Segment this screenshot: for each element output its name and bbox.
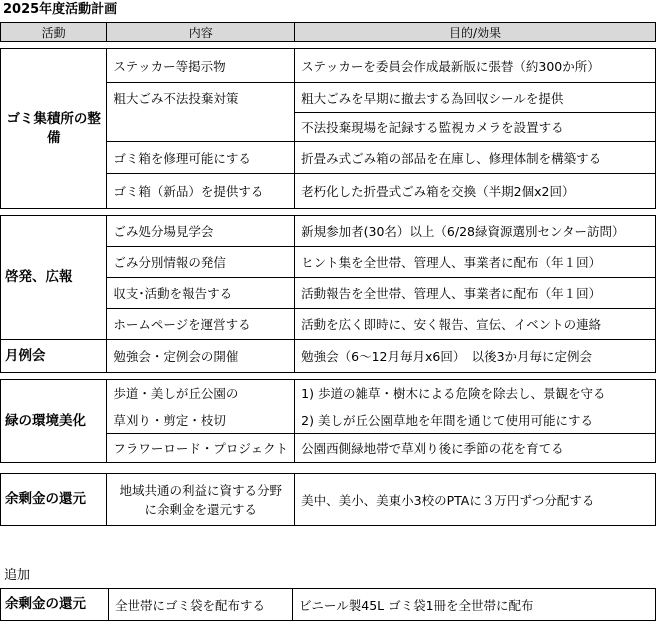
content-cell: ごみ処分場見学会 — [107, 216, 295, 247]
purpose-cell: ステッカーを委員会作成最新版に張替（約300か所） — [295, 49, 656, 83]
purpose-cell: 活動報告を全世帯、管理人、事業者に配布（年１回） — [295, 278, 656, 309]
content-cell: ゴミ箱を修理可能にする — [107, 142, 295, 174]
content-cell: 勉強会・定例会の開催 — [107, 340, 295, 373]
header-content: 内容 — [107, 23, 295, 42]
header-purpose: 目的/効果 — [295, 23, 656, 42]
purpose-cell: 2) 美しが丘公園草地を年間を通じて使用可能にする — [295, 407, 656, 434]
purpose-cell: 勉強会（6～12月毎月x6回） 以後3か月毎に定例会 — [295, 340, 656, 373]
content-cell: 全世帯にゴミ袋を配布する — [109, 589, 293, 621]
purpose-cell: 活動を広く即時に、安く報告、宣伝、イベントの連絡 — [295, 309, 656, 340]
purpose-cell: 粗大ごみを早期に撤去する為回収シールを提供 — [295, 83, 656, 113]
content-cell: 収支･活動を報告する — [107, 278, 295, 309]
activity-cell: 余剰金の還元 — [1, 589, 109, 621]
activity-cell: 緑の環境美化 — [1, 380, 107, 463]
table-row — [1, 49, 656, 83]
content-cell: 地域共通の利益に資する分野に余剰金を還元する — [107, 474, 295, 526]
purpose-cell: ヒント集を全世帯、管理人、事業者に配布（年１回） — [295, 247, 656, 278]
table-row — [1, 216, 656, 247]
content-cell: ホームページを運営する — [107, 309, 295, 340]
activity-plan-table — [0, 22, 656, 526]
activity-cell: 啓発、広報 — [1, 216, 107, 340]
purpose-cell: 老朽化した折畳式ごみ箱を交換（半期2個x2回） — [295, 174, 656, 209]
content-cell: 粗大ごみ不法投棄対策 — [107, 83, 295, 142]
content-cell: ごみ分別情報の発信 — [107, 247, 295, 278]
header-row — [1, 23, 656, 42]
addition-label: 追加 — [4, 568, 31, 583]
content-cell: 草刈り・剪定・枝切 — [107, 407, 295, 434]
activity-cell: 月例会 — [1, 340, 107, 373]
purpose-cell: ビニール製45L ゴミ袋1冊を全世帯に配布 — [293, 589, 656, 621]
header-activity: 活動 — [1, 23, 107, 42]
purpose-cell: 不法投棄現場を記録する監視カメラを設置する — [295, 113, 656, 142]
purpose-cell: 新規参加者(30名）以上（6/28緑資源選別センター訪問） — [295, 216, 656, 247]
activity-cell: 余剰金の還元 — [1, 474, 107, 526]
content-cell: フラワーロード・プロジェクト — [107, 434, 295, 463]
table-row — [1, 474, 656, 526]
content-cell: ステッカー等掲示物 — [107, 49, 295, 83]
page-title: 2025年度活動計画 — [3, 2, 118, 17]
purpose-cell: 公園西側緑地帯で草刈り後に季節の花を育てる — [295, 434, 656, 463]
purpose-cell: 折畳み式ごみ箱の部品を在庫し、修理体制を構築する — [295, 142, 656, 174]
activity-cell: ゴミ集積所の整備 — [1, 49, 107, 209]
purpose-cell: 1) 歩道の雑草・樹木による危険を除去し、景観を守る — [295, 380, 656, 407]
addition-table — [0, 588, 656, 621]
content-cell: ゴミ箱（新品）を提供する — [107, 174, 295, 209]
table-row — [1, 589, 656, 621]
table-row — [1, 380, 656, 407]
purpose-cell: 美中、美小、美東小3校のPTAに３万円ずつ分配する — [295, 474, 656, 526]
table-row — [1, 340, 656, 373]
content-cell: 歩道・美しが丘公園の — [107, 380, 295, 407]
